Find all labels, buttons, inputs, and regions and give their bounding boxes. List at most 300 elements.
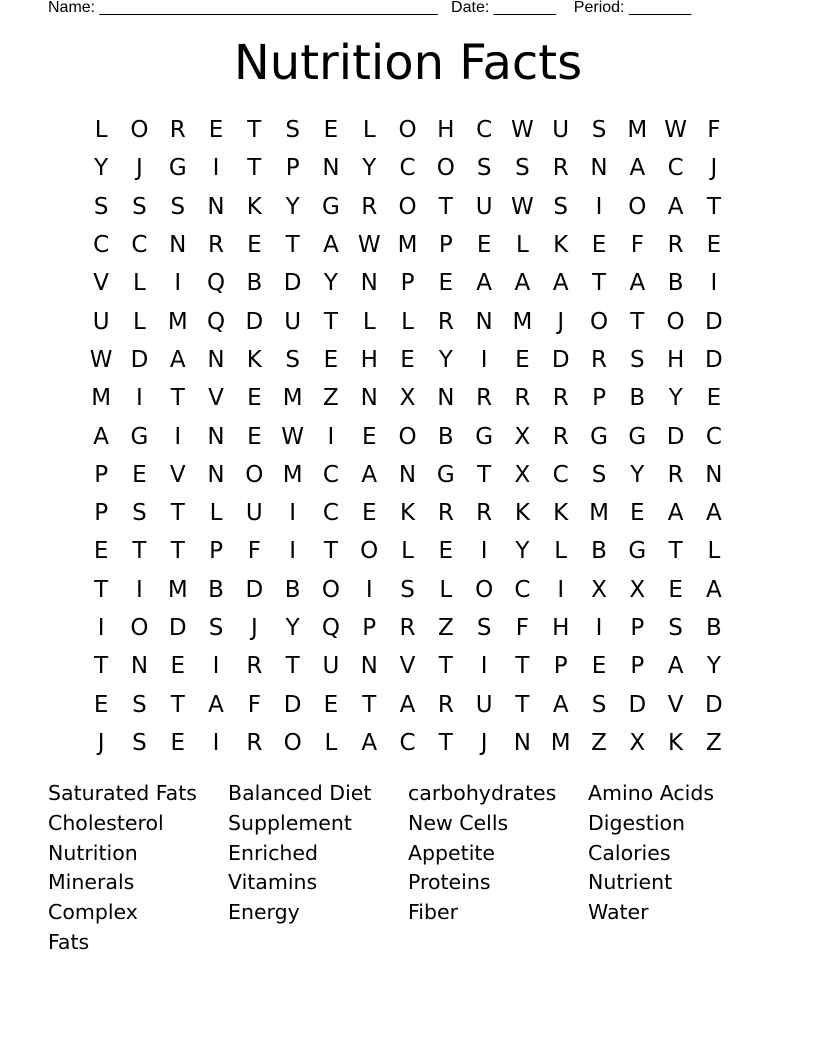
grid-letter: T [438, 729, 453, 756]
grid-letter: K [668, 729, 684, 756]
grid-letter: U [552, 117, 570, 144]
grid-letter: P [592, 385, 606, 412]
grid-letter: T [170, 691, 185, 718]
grid-letter: D [283, 691, 302, 718]
grid-letter: R [169, 117, 186, 144]
grid-letter: L [324, 729, 338, 756]
grid-letter: T [94, 576, 109, 603]
grid-letter: I [365, 576, 373, 603]
grid-letter: W [664, 117, 687, 144]
grid-letter: J [250, 615, 258, 641]
grid-letter: Q [321, 615, 340, 641]
word-list-item: Balanced Diet [228, 781, 372, 805]
word-list-item: Digestion [588, 810, 686, 835]
grid-letter: S [476, 155, 492, 182]
grid-letter: R [399, 615, 416, 641]
grid-letter: B [667, 270, 684, 297]
grid-letter: T [591, 270, 607, 297]
grid-letter: O [589, 308, 609, 335]
grid-letter: U [475, 193, 493, 220]
word-list-item: Complex [48, 900, 138, 925]
grid-letter: C [93, 232, 110, 259]
grid-letter: V [93, 270, 110, 297]
grid-letter: S [132, 193, 147, 220]
word-list-item: Vitamins [228, 870, 318, 895]
word-list-item: Amino Acids [588, 781, 715, 805]
grid-letter: T [438, 193, 453, 220]
grid-letter: O [245, 461, 264, 488]
grid-letter: N [475, 308, 493, 335]
grid-letter: H [552, 615, 570, 641]
grid-letter: R [514, 385, 531, 412]
grid-letter: N [207, 423, 225, 450]
grid-letter: A [629, 270, 646, 297]
grid-letter: K [553, 500, 569, 527]
grid-letter: L [133, 308, 146, 335]
grid-letter: I [480, 346, 488, 373]
grid-letter: Y [285, 615, 300, 641]
grid-letter: S [170, 193, 186, 220]
grid-letter: S [476, 615, 492, 641]
grid-letter: S [132, 500, 147, 527]
grid-letter: W [281, 423, 304, 450]
grid-letter: I [97, 615, 105, 641]
grid-letter: R [552, 155, 569, 182]
grid-letter: A [706, 576, 722, 603]
grid-letter: G [130, 423, 149, 450]
grid-letter: R [437, 500, 454, 527]
grid-letter: G [168, 155, 187, 182]
grid-letter: E [247, 385, 262, 412]
grid-letter: P [630, 615, 645, 641]
grid-letter: R [552, 385, 569, 412]
grid-letter: S [591, 691, 607, 718]
grid-letter: K [246, 193, 262, 220]
grid-letter: V [169, 461, 186, 488]
word-list-item: Minerals [48, 870, 135, 895]
grid-letter: A [552, 691, 569, 718]
grid-letter: T [438, 653, 453, 680]
grid-letter: K [514, 500, 530, 527]
grid-letter: E [170, 653, 186, 680]
letter-grid [82, 111, 733, 762]
grid-letter: S [553, 193, 569, 220]
grid-letter: L [516, 232, 529, 259]
grid-letter: C [705, 423, 722, 450]
grid-letter: D [705, 691, 723, 718]
grid-letter: P [94, 461, 109, 488]
grid-letter: Q [206, 308, 226, 335]
grid-letter: N [398, 461, 417, 488]
grid-letter: E [476, 232, 492, 259]
grid-letter: E [323, 346, 339, 373]
grid-letter: J [480, 729, 488, 756]
grid-letter: E [208, 117, 224, 144]
grid-letter: D [666, 423, 685, 450]
grid-letter: T [706, 193, 721, 220]
grid-letter: F [247, 538, 261, 565]
grid-letter: B [284, 576, 301, 603]
grid-letter: W [511, 117, 534, 144]
grid-letter: L [554, 538, 568, 565]
grid-letter: E [361, 423, 377, 450]
grid-letter: S [591, 117, 607, 144]
word-list-item: Calories [588, 840, 671, 865]
grid-letter: M [167, 576, 188, 603]
grid-letter: I [136, 576, 143, 603]
grid-letter: A [514, 270, 531, 297]
grid-letter: P [209, 538, 223, 565]
grid-letter: A [667, 193, 684, 220]
grid-letter: I [174, 270, 182, 297]
grid-letter: B [437, 423, 454, 450]
word-list-item: Energy [228, 900, 300, 925]
grid-letter: T [515, 653, 530, 680]
grid-letter: O [321, 576, 340, 603]
grid-letter: F [247, 691, 261, 718]
grid-letter: J [136, 155, 143, 182]
grid-letter: W [357, 232, 381, 259]
grid-letter: U [284, 308, 302, 335]
grid-letter: L [209, 500, 223, 527]
grid-letter: U [245, 500, 263, 527]
grid-letter: T [132, 538, 147, 565]
grid-letter: X [514, 423, 531, 450]
grid-letter: N [705, 461, 723, 488]
grid-letter: P [438, 232, 453, 259]
grid-letter: O [398, 423, 417, 450]
grid-letter: M [167, 308, 188, 335]
grid-letter: M [282, 461, 303, 488]
grid-letter: C [552, 461, 569, 488]
grid-letter: P [94, 500, 109, 527]
grid-letter: E [706, 385, 722, 412]
grid-letter: Y [630, 461, 645, 488]
grid-letter: O [666, 308, 685, 335]
grid-letter: I [289, 500, 297, 527]
grid-letter: C [322, 500, 339, 527]
grid-letter: I [289, 538, 297, 565]
grid-letter: A [169, 346, 186, 373]
grid-letter: T [668, 538, 683, 565]
grid-letter: C [399, 729, 416, 756]
grid-letter: E [591, 653, 607, 680]
word-list-item: Water [588, 900, 649, 925]
grid-letter: B [629, 385, 646, 412]
grid-letter: T [515, 691, 530, 718]
grid-letter: R [437, 691, 454, 718]
word-list-item: Nutrition [48, 840, 138, 865]
word-list-item: Fats [48, 929, 90, 954]
grid-letter: O [436, 155, 455, 182]
grid-letter: V [208, 385, 224, 412]
grid-letter: X [399, 385, 416, 412]
grid-letter: B [591, 538, 607, 565]
grid-letter: T [170, 385, 185, 412]
grid-letter: E [132, 461, 147, 488]
grid-letter: D [168, 615, 187, 641]
grid-letter: A [667, 653, 684, 680]
grid-letter: N [513, 729, 532, 756]
grid-letter: H [437, 117, 455, 144]
grid-letter: R [667, 232, 684, 259]
grid-letter: I [136, 385, 143, 412]
grid-letter: R [208, 232, 225, 259]
grid-letter: N [207, 193, 225, 220]
grid-letter: E [170, 729, 186, 756]
word-list [48, 779, 768, 958]
grid-letter: M [282, 385, 303, 412]
grid-letter: E [438, 270, 454, 297]
grid-letter: N [169, 232, 187, 259]
grid-letter: N [437, 385, 455, 412]
grid-letter: I [327, 423, 335, 450]
grid-letter: S [285, 117, 300, 144]
grid-letter: D [705, 346, 723, 373]
grid-letter: T [285, 232, 300, 259]
word-list-item: carbohydrates [408, 781, 557, 805]
grid-letter: D [628, 691, 647, 718]
grid-letter: D [551, 346, 570, 373]
grid-letter: L [401, 538, 414, 565]
grid-letter: E [591, 232, 607, 259]
grid-letter: Z [591, 729, 607, 756]
grid-letter: P [630, 653, 645, 680]
grid-letter: C [476, 117, 493, 144]
grid-letter: W [89, 346, 113, 373]
grid-letter: D [245, 308, 264, 335]
grid-letter: I [174, 423, 182, 450]
grid-letter: E [361, 500, 377, 527]
grid-letter: T [94, 653, 109, 680]
grid-letter: O [130, 615, 149, 641]
grid-letter: K [399, 500, 416, 527]
grid-letter: R [591, 346, 607, 373]
grid-letter: O [475, 576, 494, 603]
grid-letter: O [360, 538, 379, 565]
grid-letter: E [438, 538, 454, 565]
grid-letter: T [285, 653, 300, 680]
grid-letter: A [361, 461, 378, 488]
grid-letter: K [553, 232, 569, 259]
grid-letter: G [475, 423, 494, 450]
student-info-line: Name: ______________________________________ Date: _______ Period: _______ [48, 0, 692, 16]
grid-letter: N [590, 155, 608, 182]
grid-letter: E [93, 691, 109, 718]
grid-letter: A [323, 232, 339, 259]
grid-letter: L [133, 270, 146, 297]
grid-letter: V [667, 691, 684, 718]
grid-letter: J [710, 155, 718, 182]
grid-letter: Z [323, 385, 339, 412]
grid-letter: D [705, 308, 723, 335]
grid-letter: I [480, 538, 488, 565]
grid-letter: M [627, 117, 648, 144]
word-list-item: New Cells [408, 810, 509, 835]
grid-letter: H [360, 346, 378, 373]
grid-letter: P [553, 653, 568, 680]
grid-letter: S [515, 155, 530, 182]
grid-letter: C [322, 461, 339, 488]
grid-letter: B [208, 576, 224, 603]
word-list-item: Enriched [228, 840, 318, 865]
grid-letter: Z [437, 615, 454, 641]
grid-letter: J [557, 308, 565, 335]
grid-letter: D [283, 270, 302, 297]
grid-letter: P [400, 270, 415, 297]
grid-letter: L [362, 308, 376, 335]
grid-letter: G [590, 423, 608, 450]
grid-letter: R [552, 423, 569, 450]
grid-letter: R [246, 653, 263, 680]
grid-letter: C [514, 576, 531, 603]
grid-letter: W [511, 193, 534, 220]
grid-letter: S [400, 576, 415, 603]
grid-letter: R [667, 461, 684, 488]
grid-letter: A [706, 500, 722, 527]
grid-letter: E [323, 691, 339, 718]
grid-letter: V [399, 653, 416, 680]
grid-letter: R [476, 385, 493, 412]
word-list-item: Appetite [408, 840, 496, 865]
grid-letter: E [515, 346, 530, 373]
grid-letter: P [285, 155, 300, 182]
grid-letter: E [323, 117, 339, 144]
grid-letter: N [360, 270, 378, 297]
grid-letter: R [476, 500, 493, 527]
grid-letter: A [399, 691, 416, 718]
grid-letter: Y [94, 155, 109, 182]
grid-letter: K [246, 346, 262, 373]
grid-letter: M [589, 500, 609, 527]
grid-letter: Y [323, 270, 338, 297]
grid-letter: N [360, 653, 378, 680]
word-list-item: Saturated Fats [48, 781, 197, 805]
grid-letter: C [667, 155, 684, 182]
grid-letter: T [323, 308, 338, 335]
grid-letter: X [629, 576, 646, 603]
grid-letter: S [285, 346, 300, 373]
grid-letter: M [512, 308, 533, 335]
grid-letter: M [397, 232, 418, 259]
page-title: Nutrition Facts [233, 35, 583, 91]
grid-letter: O [283, 729, 302, 756]
word-list-item: Cholesterol [48, 810, 164, 835]
grid-letter: D [245, 576, 264, 603]
grid-letter: E [630, 500, 645, 527]
grid-letter: M [550, 729, 571, 756]
grid-letter: H [666, 346, 685, 373]
grid-letter: G [628, 423, 647, 450]
grid-letter: L [362, 117, 376, 144]
grid-letter: Q [206, 270, 226, 297]
grid-letter: N [207, 461, 225, 488]
grid-letter: F [630, 232, 644, 259]
grid-letter: T [170, 538, 185, 565]
grid-letter: B [706, 615, 722, 641]
grid-letter: L [707, 538, 721, 565]
grid-letter: L [94, 117, 108, 144]
grid-letter: T [323, 538, 338, 565]
grid-letter: I [595, 615, 603, 641]
grid-letter: O [628, 193, 647, 220]
grid-letter: A [208, 691, 224, 718]
grid-letter: O [398, 193, 417, 220]
grid-letter: U [322, 653, 340, 680]
word-list-item: Nutrient [588, 870, 673, 895]
grid-letter: E [247, 232, 262, 259]
grid-letter: U [475, 691, 493, 718]
grid-letter: X [514, 461, 531, 488]
grid-letter: S [93, 193, 109, 220]
grid-letter: T [170, 500, 185, 527]
grid-letter: E [93, 538, 109, 565]
grid-letter: A [476, 270, 492, 297]
grid-letter: N [322, 155, 340, 182]
grid-letter: T [630, 308, 645, 335]
grid-letter: I [595, 193, 603, 220]
grid-letter: T [247, 155, 262, 182]
grid-letter: I [212, 155, 220, 182]
grid-letter: X [629, 729, 646, 756]
grid-letter: T [362, 691, 377, 718]
grid-letter: E [247, 423, 262, 450]
grid-letter: X [591, 576, 607, 603]
word-list-item: Fiber [408, 900, 459, 925]
grid-letter: S [208, 615, 224, 641]
grid-letter: Y [668, 385, 683, 412]
grid-letter: L [439, 576, 453, 603]
grid-letter: N [360, 385, 378, 412]
word-list-item: Supplement [228, 810, 352, 835]
grid-letter: O [398, 117, 417, 144]
grid-letter: I [480, 653, 488, 680]
grid-letter: E [400, 346, 415, 373]
grid-letter: A [93, 423, 110, 450]
grid-letter: Y [362, 155, 377, 182]
grid-letter: T [247, 117, 262, 144]
grid-letter: I [710, 270, 718, 297]
grid-letter: G [628, 538, 647, 565]
grid-letter: C [399, 155, 416, 182]
grid-letter: S [668, 615, 683, 641]
grid-letter: R [437, 308, 454, 335]
grid-letter: R [361, 193, 378, 220]
grid-letter: Y [515, 538, 530, 565]
grid-letter: Y [706, 653, 721, 680]
grid-letter: P [362, 615, 377, 641]
grid-letter: L [401, 308, 414, 335]
grid-letter: Y [438, 346, 453, 373]
grid-letter: E [668, 576, 683, 603]
grid-letter: R [246, 729, 263, 756]
grid-letter: I [212, 729, 220, 756]
grid-letter: M [91, 385, 112, 412]
grid-letter: U [92, 308, 110, 335]
grid-letter: N [207, 346, 225, 373]
grid-letter: S [132, 729, 147, 756]
grid-letter: B [246, 270, 263, 297]
grid-letter: O [130, 117, 149, 144]
grid-letter: G [322, 193, 340, 220]
grid-letter: C [131, 232, 148, 259]
grid-letter: A [361, 729, 378, 756]
grid-letter: N [130, 653, 149, 680]
grid-letter: A [667, 500, 684, 527]
grid-letter: F [707, 117, 721, 144]
grid-letter: E [706, 232, 722, 259]
grid-letter: G [436, 461, 455, 488]
